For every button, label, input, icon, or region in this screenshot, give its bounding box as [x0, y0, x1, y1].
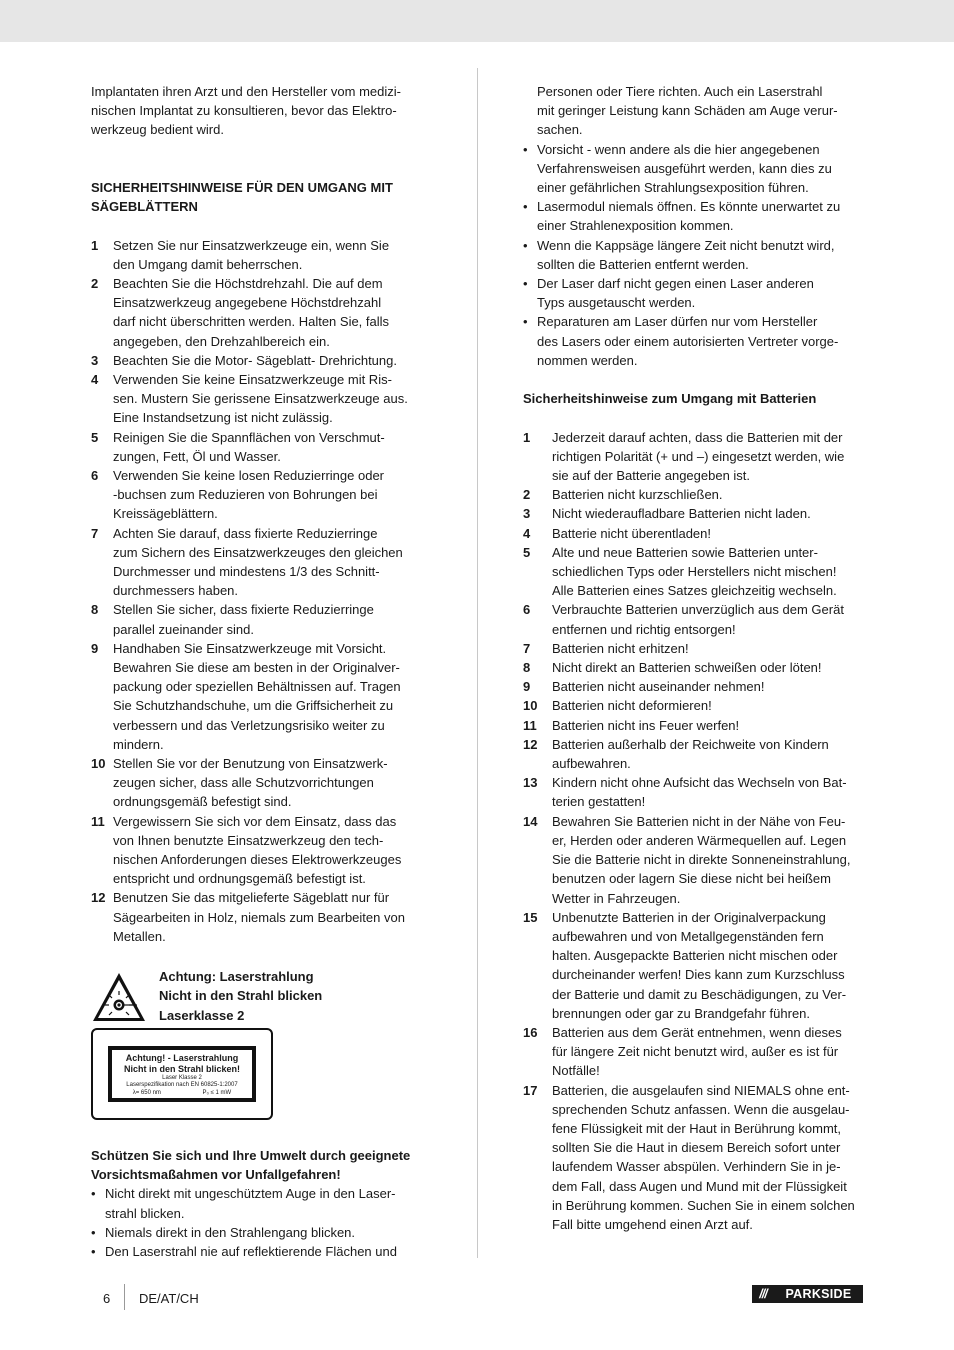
bullet-text — [537, 312, 868, 370]
laser-continued-text — [523, 82, 868, 140]
label-line-2: Nicht in den Strahl blicken! — [123, 1063, 240, 1074]
item-line: Wetter in Fahrzeugen. — [552, 890, 681, 906]
item-line: Unbenutzte Batterien in der Originalverpackung — [552, 909, 826, 925]
item-line: dem Fall, dass Augen und Mund mit der Flüssigkeit — [552, 1178, 847, 1194]
item-line: Fall bitte umgehend einen Arzt auf. — [552, 1216, 753, 1232]
item-number: 11 — [523, 717, 537, 733]
item-number: 16 — [523, 1024, 538, 1040]
region-code: DE/AT/CH — [139, 1291, 199, 1306]
item-number: 7 — [523, 640, 531, 656]
item-line: Batterien aus dem Gerät entnehmen, wenn dieses — [552, 1024, 842, 1040]
text-line: sachen. — [537, 122, 583, 138]
item-line: angegeben, den Drehzahlbereich ein. — [113, 333, 330, 349]
bullet-line: Typs ausgetauscht werden. — [537, 295, 696, 311]
list-item — [523, 639, 868, 658]
list-item — [523, 696, 868, 715]
battery-safety-heading: Sicherheitshinweise zum Umgang mit Batterien — [523, 391, 817, 407]
list-item — [91, 466, 436, 524]
item-number: 10 — [523, 698, 538, 714]
bullet-text — [537, 274, 868, 312]
list-item — [523, 600, 868, 638]
item-text — [552, 1023, 868, 1081]
item-line: -buchsen zum Reduzieren von Bohrungen bei — [113, 487, 378, 503]
protection-heading — [91, 1146, 436, 1184]
list-item — [523, 908, 868, 1023]
item-line: schiedlichen Typs oder Herstellers nicht mischen! — [552, 564, 837, 580]
list-item — [523, 773, 868, 811]
item-line: er, Herden oder anderen Wärmequellen auf. Legen — [552, 832, 847, 848]
item-line: Batterien nicht deformieren! — [552, 698, 712, 714]
laser-bullet-list-left — [91, 1184, 436, 1261]
bullet-text — [537, 197, 868, 235]
saw-blade-safety-heading — [91, 178, 436, 216]
item-number: 8 — [523, 660, 531, 676]
bullet-line: sollten die Batterien entfernt werden. — [537, 256, 749, 272]
item-line: Verbrauchte Batterien unverzüglich aus dem Gerät — [552, 602, 844, 618]
item-number: 1 — [523, 429, 531, 445]
item-number: 17 — [523, 1082, 538, 1098]
item-number: 10 — [91, 756, 106, 772]
bullet-line: des Lasers oder einem autorisierten Vertreter vorge- — [537, 333, 839, 349]
item-text — [552, 658, 868, 677]
text-line: mit geringer Leistung kann Schäden am Auge verur- — [537, 103, 838, 119]
bullet-icon: • — [91, 1224, 96, 1240]
item-number: 3 — [523, 506, 531, 522]
item-line: Vergewissern Sie sich vor dem Einsatz, dass das — [113, 813, 397, 829]
item-line: für längere Zeit nicht benutzt wird, außer es ist für — [552, 1044, 839, 1060]
item-line: aufbewahren. — [552, 756, 631, 772]
item-line: Reinigen Sie die Spannflächen von Verschmut- — [113, 429, 385, 445]
item-line: Sie Schutzhandschuhe, um die Griffsicherheit zu — [113, 698, 394, 714]
item-line: Nicht direkt an Batterien schweißen oder löten! — [552, 660, 822, 676]
item-text — [552, 735, 868, 773]
item-line: laufendem Wasser abspülen. Verhindern Sie in je- — [552, 1159, 841, 1175]
list-item — [523, 658, 868, 677]
item-line: Kreissägeblättern. — [113, 506, 218, 522]
item-line: Handhaben Sie Einsatzwerkzeuge mit Vorsicht. — [113, 640, 387, 656]
item-text — [552, 677, 868, 696]
bullet-line: Lasermodul niemals öffnen. Es könnte unerwartet zu — [537, 199, 841, 215]
item-line: zum Sichern des Einsatzwerkzeuges den gleichen — [113, 544, 403, 560]
item-line: richtigen Polarität (+ und –) eingesetzt werden, wie — [552, 448, 845, 464]
bullet-icon: • — [523, 237, 528, 253]
item-line: Batterie nicht überentladen! — [552, 525, 711, 541]
bullet-line: Den Laserstrahl nie auf reflektierende Flächen und — [105, 1244, 397, 1260]
list-item — [523, 504, 868, 523]
item-line: durchmessers haben. — [113, 583, 239, 599]
page-number: 6 — [103, 1291, 111, 1306]
item-line: darf nicht überschritten werden. Halten Sie, falls — [113, 314, 390, 330]
item-number: 9 — [523, 679, 531, 695]
bullet-line: Reparaturen am Laser dürfen nur vom Hersteller — [537, 314, 818, 330]
text-line: nischen Implantat zu konsultieren, bevor das Elektro- — [91, 103, 397, 119]
bullet-line: Verfahrensweisen ausgeführt werden, kann dies zu — [537, 160, 832, 176]
text-line: Laserklasse 2 — [159, 1007, 245, 1023]
page-footer — [0, 1284, 954, 1310]
bullet-icon: • — [523, 141, 528, 157]
list-item — [91, 428, 436, 466]
item-line: nischen Anforderungen dieses Elektrowerkzeuges — [113, 852, 402, 868]
bullet-text — [105, 1184, 436, 1222]
bullet-line: Niemals direkt in den Strahlengang blicken. — [105, 1224, 356, 1240]
column-divider — [477, 68, 478, 1258]
bullet-item — [523, 312, 868, 370]
intro-paragraph — [91, 82, 436, 140]
item-number: 14 — [523, 813, 538, 829]
list-item — [523, 1081, 868, 1235]
item-line: Notfälle! — [552, 1063, 600, 1079]
label-line-3: Laser Klasse 2 — [162, 1074, 202, 1081]
laser-bullet-list-right — [523, 140, 868, 370]
item-line: verbessern und das Verletzungsrisiko weiter zu — [113, 717, 385, 733]
bullet-item — [91, 1242, 436, 1261]
top-bar — [0, 0, 954, 42]
item-line: Setzen Sie nur Einsatzwerkzeuge ein, wenn Sie — [113, 237, 390, 253]
item-text — [552, 543, 868, 601]
item-line: sen. Mustern Sie gerissene Einsatzwerkzeuge aus. — [113, 391, 408, 407]
item-number: 9 — [91, 640, 99, 656]
bullet-item — [523, 274, 868, 312]
item-text — [552, 639, 868, 658]
text-line: SÄGEBLÄTTERN — [91, 199, 198, 215]
item-line: zeugen sicher, dass alle Schutzvorrichtungen — [113, 775, 374, 791]
item-line: Eine Instandsetzung ist nicht zulässig. — [113, 410, 333, 426]
item-text — [552, 908, 868, 1023]
text-line: werkzeug bedient wird. — [91, 122, 224, 138]
item-line: packung oder speziellen Behältnissen auf. Tragen — [113, 679, 401, 695]
list-item — [523, 524, 868, 543]
item-line: Bewahren Sie Batterien nicht in der Nähe von Feu- — [552, 813, 846, 829]
item-number: 15 — [523, 909, 538, 925]
item-number: 1 — [91, 237, 99, 253]
item-line: Bewahren Sie diese am besten in der Originalver- — [113, 660, 400, 676]
list-item — [91, 351, 436, 370]
item-line: brennungen oder gar zu Brandgefahr führen. — [552, 1005, 811, 1021]
item-line: parallel zueinander sind. — [113, 621, 254, 637]
bullet-item — [523, 140, 868, 198]
list-item — [523, 812, 868, 908]
item-line: Batterien nicht kurzschließen. — [552, 487, 723, 503]
laser-warning-text — [159, 967, 322, 1025]
item-line: von Ihnen benutzte Einsatzwerkzeug den tech- — [113, 832, 384, 848]
item-text — [552, 716, 868, 735]
battery-instructions-list — [523, 428, 868, 1235]
item-number: 11 — [91, 813, 105, 829]
bullet-line: einer Strahlenexposition kommen. — [537, 218, 734, 234]
item-number: 8 — [91, 602, 99, 618]
item-line: Benutzen Sie das mitgelieferte Sägeblatt nur für — [113, 890, 390, 906]
item-text — [552, 696, 868, 715]
item-line: Batterien außerhalb der Reichweite von Kindern — [552, 736, 829, 752]
item-line: zungen, Fett, Öl und Wasser. — [113, 448, 281, 464]
item-number: 2 — [523, 487, 531, 503]
bullet-text — [105, 1223, 436, 1242]
laser-class-label — [91, 1028, 273, 1120]
item-line: halten. Ausgepackte Batterien nicht mischen oder — [552, 948, 838, 964]
item-line: Achten Sie darauf, dass fixierte Reduzierringe — [113, 525, 378, 541]
item-line: Stellen Sie sicher, dass fixierte Reduzierringe — [113, 602, 374, 618]
item-line: fene Flüssigkeit mit der Haut in Berührung kommt, — [552, 1120, 842, 1136]
item-text — [113, 754, 436, 812]
text-line: Achtung: Laserstrahlung — [159, 969, 314, 985]
item-text — [113, 236, 436, 274]
text-line: Schützen Sie sich und Ihre Umwelt durch geeignete — [91, 1148, 411, 1164]
item-number: 7 — [91, 525, 99, 541]
bullet-icon: • — [91, 1186, 96, 1202]
item-text — [113, 600, 436, 638]
label-power: P₀ ≤ 1 mW — [202, 1089, 232, 1096]
text-line: SICHERHEITSHINWEISE FÜR DEN UMGANG MIT — [91, 179, 393, 195]
item-line: Sie die Batterie nicht in direkte Sonneneinstrahlung, — [552, 852, 851, 868]
label-line-4: Laserspezifikation nach EN 60825-1:2007 — [126, 1081, 238, 1088]
item-line: Batterien nicht ins Feuer werfen! — [552, 717, 740, 733]
bullet-item — [523, 197, 868, 235]
item-text — [113, 466, 436, 524]
item-line: Alte und neue Batterien sowie Batterien unter- — [552, 544, 818, 560]
list-item — [91, 274, 436, 351]
item-text — [113, 370, 436, 428]
logo-slashes: /// — [759, 1287, 767, 1301]
item-line: Alle Batterien eines Satzes gleichzeitig wechseln. — [552, 583, 837, 599]
item-text — [552, 812, 868, 908]
item-line: Beachten Sie die Höchstdrehzahl. Die auf dem — [113, 275, 383, 291]
item-text — [113, 888, 436, 946]
bullet-icon: • — [523, 276, 528, 292]
item-line: sie auf der Batterie angegeben ist. — [552, 468, 751, 484]
text-line: Personen oder Tiere richten. Auch ein Laserstrahl — [537, 84, 823, 99]
item-text — [113, 428, 436, 466]
bullet-line: Nicht direkt mit ungeschütztem Auge in den Laser- — [105, 1186, 396, 1202]
item-line: Beachten Sie die Motor- Sägeblatt- Drehrichtung. — [113, 352, 397, 368]
item-number: 4 — [91, 372, 99, 387]
list-item — [523, 716, 868, 735]
item-line: Batterien, die ausgelaufen sind NIEMALS ohne ent- — [552, 1082, 850, 1098]
item-line: entspricht und ordnungsgemäß befestigt ist. — [113, 871, 366, 887]
item-line: ordnungsgemäß befestigt sind. — [113, 794, 292, 810]
item-text — [113, 524, 436, 601]
item-line: sprechenden Schutz anfassen. Wenn die ausgelau- — [552, 1101, 850, 1117]
item-line: Metallen. — [113, 928, 166, 944]
bullet-line: Der Laser darf nicht gegen einen Laser anderen — [537, 276, 814, 292]
list-item — [91, 600, 436, 638]
item-line: entfernen und richtig entsorgen! — [552, 621, 736, 637]
item-number: 6 — [523, 602, 531, 618]
bullet-text — [537, 236, 868, 274]
item-line: Batterien nicht erhitzen! — [552, 640, 689, 656]
item-text — [552, 485, 868, 504]
list-item — [91, 888, 436, 946]
left-column — [91, 82, 436, 1261]
text-line: Vorsichtsmaßahmen vor Unfallgefahren! — [91, 1167, 341, 1183]
bullet-text — [105, 1242, 436, 1261]
bullet-line: einer gefährlichen Strahlungsexposition führen. — [537, 180, 809, 196]
item-text — [552, 773, 868, 811]
bullet-line: Vorsicht - wenn andere als die hier angegebenen — [537, 141, 820, 157]
bullet-item — [523, 236, 868, 274]
item-line: Verwenden Sie keine Einsatzwerkzeuge mit Ris- — [113, 372, 392, 387]
bullet-icon: • — [523, 199, 528, 215]
item-line: Jederzeit darauf achten, dass die Batterien mit der — [552, 429, 843, 445]
bullet-line: strahl blicken. — [105, 1205, 185, 1221]
item-line: Durchmesser und mindestens 1/3 des Schnitt- — [113, 564, 380, 580]
text-line: Implantaten ihren Arzt und den Hersteller vom medizi- — [91, 84, 401, 99]
laser-warning-triangle-icon — [91, 971, 147, 1023]
text-line: Nicht in den Strahl blicken — [159, 988, 323, 1004]
item-number: 5 — [91, 429, 99, 445]
item-line: Kindern nicht ohne Aufsicht das Wechseln von Bat- — [552, 775, 847, 791]
bullet-line: nommen werden. — [537, 352, 638, 368]
item-line: benutzen oder lagern Sie diese nicht bei heißem — [552, 871, 831, 887]
item-line: sollten Sie die Haut in diesem Bereich sofort unter — [552, 1140, 841, 1156]
bullet-item — [91, 1184, 436, 1222]
item-number: 4 — [523, 525, 531, 541]
item-line: Stellen Sie vor der Benutzung von Einsatzwerk- — [113, 756, 388, 772]
label-line-1: Achtung! - Laserstrahlung — [125, 1052, 239, 1063]
item-number: 12 — [523, 736, 538, 752]
bullet-line: Wenn die Kappsäge längere Zeit nicht benutzt wird, — [537, 237, 835, 253]
list-item — [523, 428, 868, 486]
item-line: Sägearbeiten in Holz, niemals zum Bearbeiten von — [113, 909, 405, 925]
laser-warning-block — [91, 967, 436, 1025]
list-item — [523, 485, 868, 504]
item-number: 13 — [523, 775, 538, 791]
item-number: 5 — [523, 544, 531, 560]
list-item — [523, 1023, 868, 1081]
list-item — [523, 735, 868, 773]
item-line: den Umgang damit beherrschen. — [113, 256, 303, 272]
bullet-icon: • — [91, 1244, 96, 1260]
bullet-text — [537, 140, 868, 198]
label-wavelength: λ= 650 nm — [132, 1089, 161, 1096]
footer-separator — [124, 1284, 125, 1310]
item-line: aufbewahren und von Metallgegenständen fern — [552, 928, 824, 944]
logo-text: PARKSIDE — [785, 1287, 852, 1301]
item-line: durcheinander werfen! Dies kann zum Kurzschluss — [552, 967, 845, 983]
item-text — [552, 428, 868, 486]
item-text — [113, 274, 436, 351]
item-line: terien gestatten! — [552, 794, 646, 810]
item-line: Nicht wiederaufladbare Batterien nicht laden. — [552, 506, 811, 522]
list-item — [91, 639, 436, 754]
item-text — [113, 812, 436, 889]
item-text — [113, 351, 436, 370]
list-item — [91, 524, 436, 601]
item-line: der Batterie und damit zu Beschädigungen, zu Ver- — [552, 986, 847, 1002]
list-item — [91, 812, 436, 889]
item-line: Batterien nicht auseinander nehmen! — [552, 679, 765, 695]
right-column — [523, 82, 868, 1234]
list-item — [523, 543, 868, 601]
item-text — [552, 524, 868, 543]
bullet-item — [91, 1223, 436, 1242]
item-number: 3 — [91, 352, 99, 368]
item-line: in Berührung kommen. Suchen Sie in einem solchen — [552, 1197, 855, 1213]
item-text — [552, 504, 868, 523]
saw-blade-instructions-list — [91, 236, 436, 947]
item-line: Verwenden Sie keine losen Reduzierringe oder — [113, 468, 385, 484]
item-number: 12 — [91, 890, 106, 906]
item-text — [113, 639, 436, 754]
item-text — [552, 1081, 868, 1235]
item-text — [552, 600, 868, 638]
list-item — [523, 677, 868, 696]
list-item — [91, 236, 436, 274]
item-number: 2 — [91, 275, 99, 291]
item-line: mindern. — [113, 736, 164, 752]
bullet-icon: • — [523, 314, 528, 330]
list-item — [91, 754, 436, 812]
list-item — [91, 370, 436, 428]
item-number: 6 — [91, 468, 99, 484]
parkside-logo — [752, 1285, 863, 1303]
item-line: Einsatzwerkzeug angegebene Höchstdrehzahl — [113, 295, 382, 311]
